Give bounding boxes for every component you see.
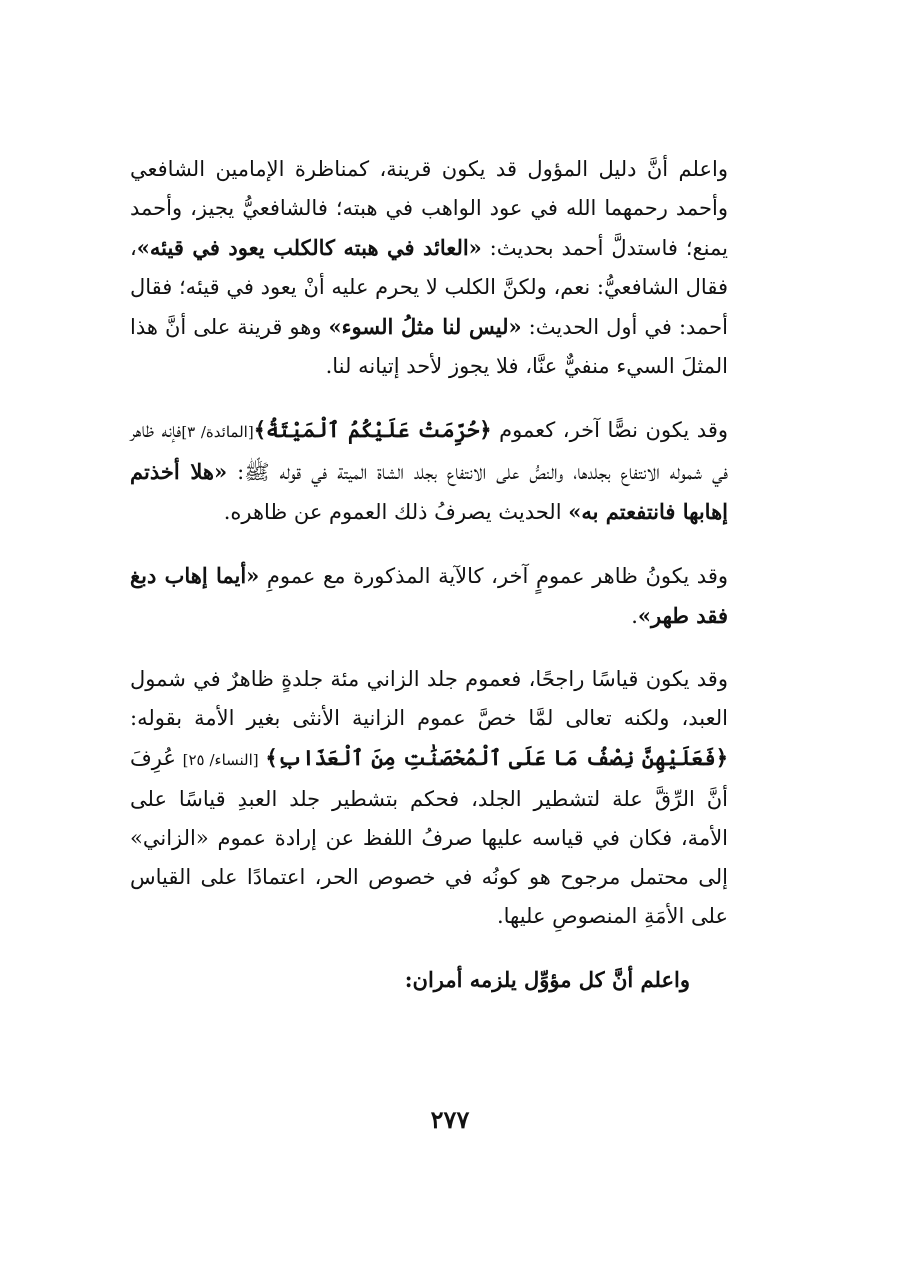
- paragraph-2-text-a: وقد يكون نصًّا آخر، كعموم: [491, 418, 729, 442]
- quran-verse-1: ﴿حُرِّمَتْ عَلَيْكُمُ ٱلْمَيْتَةُ﴾: [253, 417, 492, 442]
- paragraph-2-text-b: فإنه ظاهر في شموله الانتفاع بجلدها، والنصُّ على الانتفاع بجلد الشاة الميتة في قوله ﷺ:: [130, 418, 728, 484]
- paragraph-4-text-b: عُرِفَ أنَّ الرِّقَّ علة لتشطير الجلد، فحكم بتشطير جلد العبدِ قياسًا على الأمة، فكان في قياسه عليها صرفُ اللفظ عن إرادة عموم «الزاني» إلى محتمل مرجوح هو كونُه في خصوص الحر، اعتمادًا على القياس على الأمَةِ المنصوصِ عليها.: [130, 746, 728, 928]
- hadith-quote-4: «أيما إهاب دبغ فقد طهر»: [130, 563, 728, 628]
- verse-reference-2: [النساء/ ٢٥]: [182, 751, 259, 769]
- paragraph-1-text-b: ، فقال الشافعيُّ: نعم، ولكنَّ الكلب لا يحرم عليه أنْ يعود في قيئه؛ فقال أحمد: في أول الحديث:: [130, 236, 728, 339]
- paragraph-3-text-b: .: [631, 604, 638, 628]
- page-number: ٢٧٧: [430, 1105, 470, 1134]
- paragraph-3-text-a: وقد يكونُ ظاهر عمومٍ آخر، كالآية المذكورة مع عمومِ: [259, 564, 728, 588]
- paragraph-4-text-a: وقد يكون قياسًا راجحًا، فعموم جلد الزاني مئة جلدةٍ ظاهرٌ في شمول العبد، ولكنه تعالى لمَّا خصَّ عموم الزانية الأنثى بغير الأمة بقوله:: [130, 667, 728, 730]
- section-heading: واعلم أنَّ كل مؤوِّل يلزمه أمران:: [404, 967, 690, 992]
- paragraph-1: [130, 150, 770, 386]
- hadith-quote-2: «ليس لنا مثلُ السوء»: [328, 314, 522, 339]
- paragraph-2-text-c: الحديث يصرفُ ذلك العموم عن ظاهره.: [223, 500, 569, 524]
- paragraph-1-text-c: وهو قرينة على أنَّ هذا المثلَ السيء منفيٌّ عنَّا، فلا يجوز لأحد إتيانه لنا.: [130, 315, 728, 378]
- paragraph-4: [130, 660, 770, 936]
- paragraph-2: [130, 410, 770, 532]
- verse-reference-1: [المائدة/ ٣]: [181, 423, 254, 441]
- paragraph-1-text-a: واعلم أنَّ دليل المؤول قد يكون قرينة، كمناظرة الإمامين الشافعي وأحمد رحمهما الله في عود الواهب في هبته؛ فالشافعيُّ يجيز، وأحمد يمنع؛ فاستدلَّ أحمد بحديث:: [130, 157, 728, 260]
- hadith-quote-3: «هلا أخذتم إهابها فانتفعتم به»: [130, 459, 728, 524]
- quran-verse-2: ﴿فَعَلَيْهِنَّ نِصْفُ مَا عَلَى ٱلْمُحْصَنَٰتِ مِنَ ٱلْعَذَابِ﴾: [265, 745, 729, 770]
- hadith-quote-1: «العائد في هبته كالكلب يعود في قيئه»: [136, 235, 482, 260]
- page-body: [130, 150, 770, 1023]
- paragraph-3: [130, 556, 770, 636]
